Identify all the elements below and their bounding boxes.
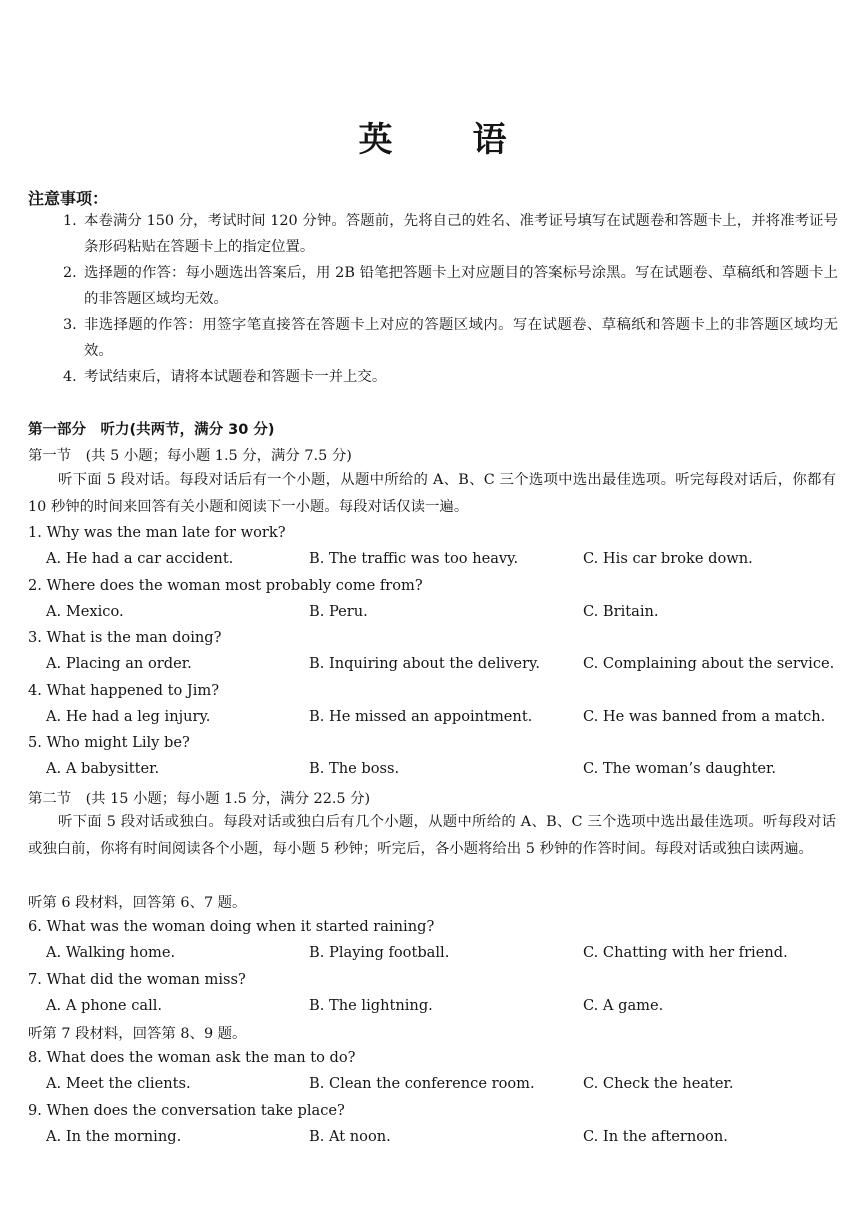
option-b: B. The traffic was too heavy.: [309, 550, 519, 567]
option-b: B. Inquiring about the delivery.: [309, 655, 540, 672]
option-a: A. He had a leg injury.: [46, 708, 211, 725]
option-c: C. Complaining about the service.: [583, 655, 835, 672]
section2-instructions: 听下面 5 段对话或独白。每段对话或独白后有几个小题，从题中所给的 A、B、C 三个选项中选出最佳选项。听每段对话或独白前，你将有时间阅读各个小题，每小题 5 秒钟；听完后，各小题将给出 5 秒钟的作答时间。每段对话或独白读两遍。: [28, 814, 836, 857]
option-c: C. Check the heater.: [583, 1075, 734, 1092]
option-b: B. Playing football.: [309, 944, 450, 961]
note-number: 2.: [63, 265, 77, 281]
title-char-2: 语: [472, 120, 509, 160]
option-b: B. Peru.: [309, 603, 368, 620]
section1-instructions: 听下面 5 段对话。每段对话后有一个小题，从题中所给的 A、B、C 三个选项中选出最佳选项。听完每段对话后，你都有 10 秒钟的时间来回答有关小题和阅读下一小题。每段对话仅读一遍。: [28, 472, 836, 515]
question: 4. What happened to Jim?: [28, 682, 220, 699]
question: 2. Where does the woman most probably come from?: [28, 577, 423, 594]
option-b: B. At noon.: [309, 1128, 391, 1145]
option-b: B. The lightning.: [309, 997, 433, 1014]
note-number: 4.: [63, 369, 77, 385]
option-a: A. A phone call.: [46, 997, 163, 1014]
option-a: A. In the morning.: [46, 1128, 182, 1145]
option-a: A. A babysitter.: [46, 760, 160, 777]
note-text: 本卷满分 150 分，考试时间 120 分钟。答题前，先将自己的姓名、准考证号填写在试题卷和答题卡上，并将准考证号条形码粘贴在答题卡上的指定位置。: [84, 213, 838, 255]
option-c: C. He was banned from a match.: [583, 708, 826, 725]
question: 9. When does the conversation take place?: [28, 1102, 345, 1119]
page-title: [0, 112, 867, 161]
material-7-label: 听第 7 段材料，回答第 8、9 题。: [28, 1026, 247, 1042]
notes-heading: 注意事项：: [28, 189, 109, 208]
question: 5. Who might Lily be?: [28, 734, 190, 751]
question: 8. What does the woman ask the man to do?: [28, 1049, 356, 1066]
option-c: C. The woman’s daughter.: [583, 760, 777, 777]
option-a: A. Meet the clients.: [46, 1075, 191, 1092]
question: 6. What was the woman doing when it started raining?: [28, 918, 435, 935]
option-c: C. A game.: [583, 997, 664, 1014]
note-text: 考试结束后，请将本试题卷和答题卡一并上交。: [84, 369, 387, 385]
option-a: A. Placing an order.: [46, 655, 192, 672]
question: 3. What is the man doing?: [28, 629, 222, 646]
option-c: C. In the afternoon.: [583, 1128, 728, 1145]
option-b: B. Clean the conference room.: [309, 1075, 535, 1092]
option-c: C. Britain.: [583, 603, 659, 620]
note-item: [63, 364, 838, 390]
option-a: A. Mexico.: [46, 603, 124, 620]
note-text: 非选择题的作答：用签字笔直接答在答题卡上对应的答题区域内。写在试题卷、草稿纸和答题卡上的非答题区域均无效。: [84, 317, 838, 359]
note-item: [63, 208, 838, 260]
option-c: C. Chatting with her friend.: [583, 944, 788, 961]
note-text: 选择题的作答：每小题选出答案后，用 2B 铅笔把答题卡上对应题目的答案标号涂黑。写在试题卷、草稿纸和答题卡上的非答题区域均无效。: [84, 265, 838, 307]
section2-heading: 第二节 (共 15 小题；每小题 1.5 分，满分 22.5 分): [28, 791, 371, 807]
question: 7. What did the woman miss?: [28, 971, 246, 988]
note-number: 3.: [63, 317, 77, 333]
note-number: 1.: [63, 213, 77, 229]
option-b: B. The boss.: [309, 760, 400, 777]
option-a: A. He had a car accident.: [46, 550, 234, 567]
material-6-label: 听第 6 段材料，回答第 6、7 题。: [28, 895, 247, 911]
question: 1. Why was the man late for work?: [28, 524, 286, 541]
title-char-1: 英: [358, 120, 395, 160]
note-item: [63, 260, 838, 312]
option-a: A. Walking home.: [46, 944, 176, 961]
note-item: [63, 312, 838, 364]
option-b: B. He missed an appointment.: [309, 708, 533, 725]
section1-heading: 第一节 (共 5 小题；每小题 1.5 分，满分 7.5 分): [28, 448, 352, 464]
option-c: C. His car broke down.: [583, 550, 753, 567]
part1-heading: 第一部分 听力(共两节，满分 30 分): [28, 422, 275, 438]
